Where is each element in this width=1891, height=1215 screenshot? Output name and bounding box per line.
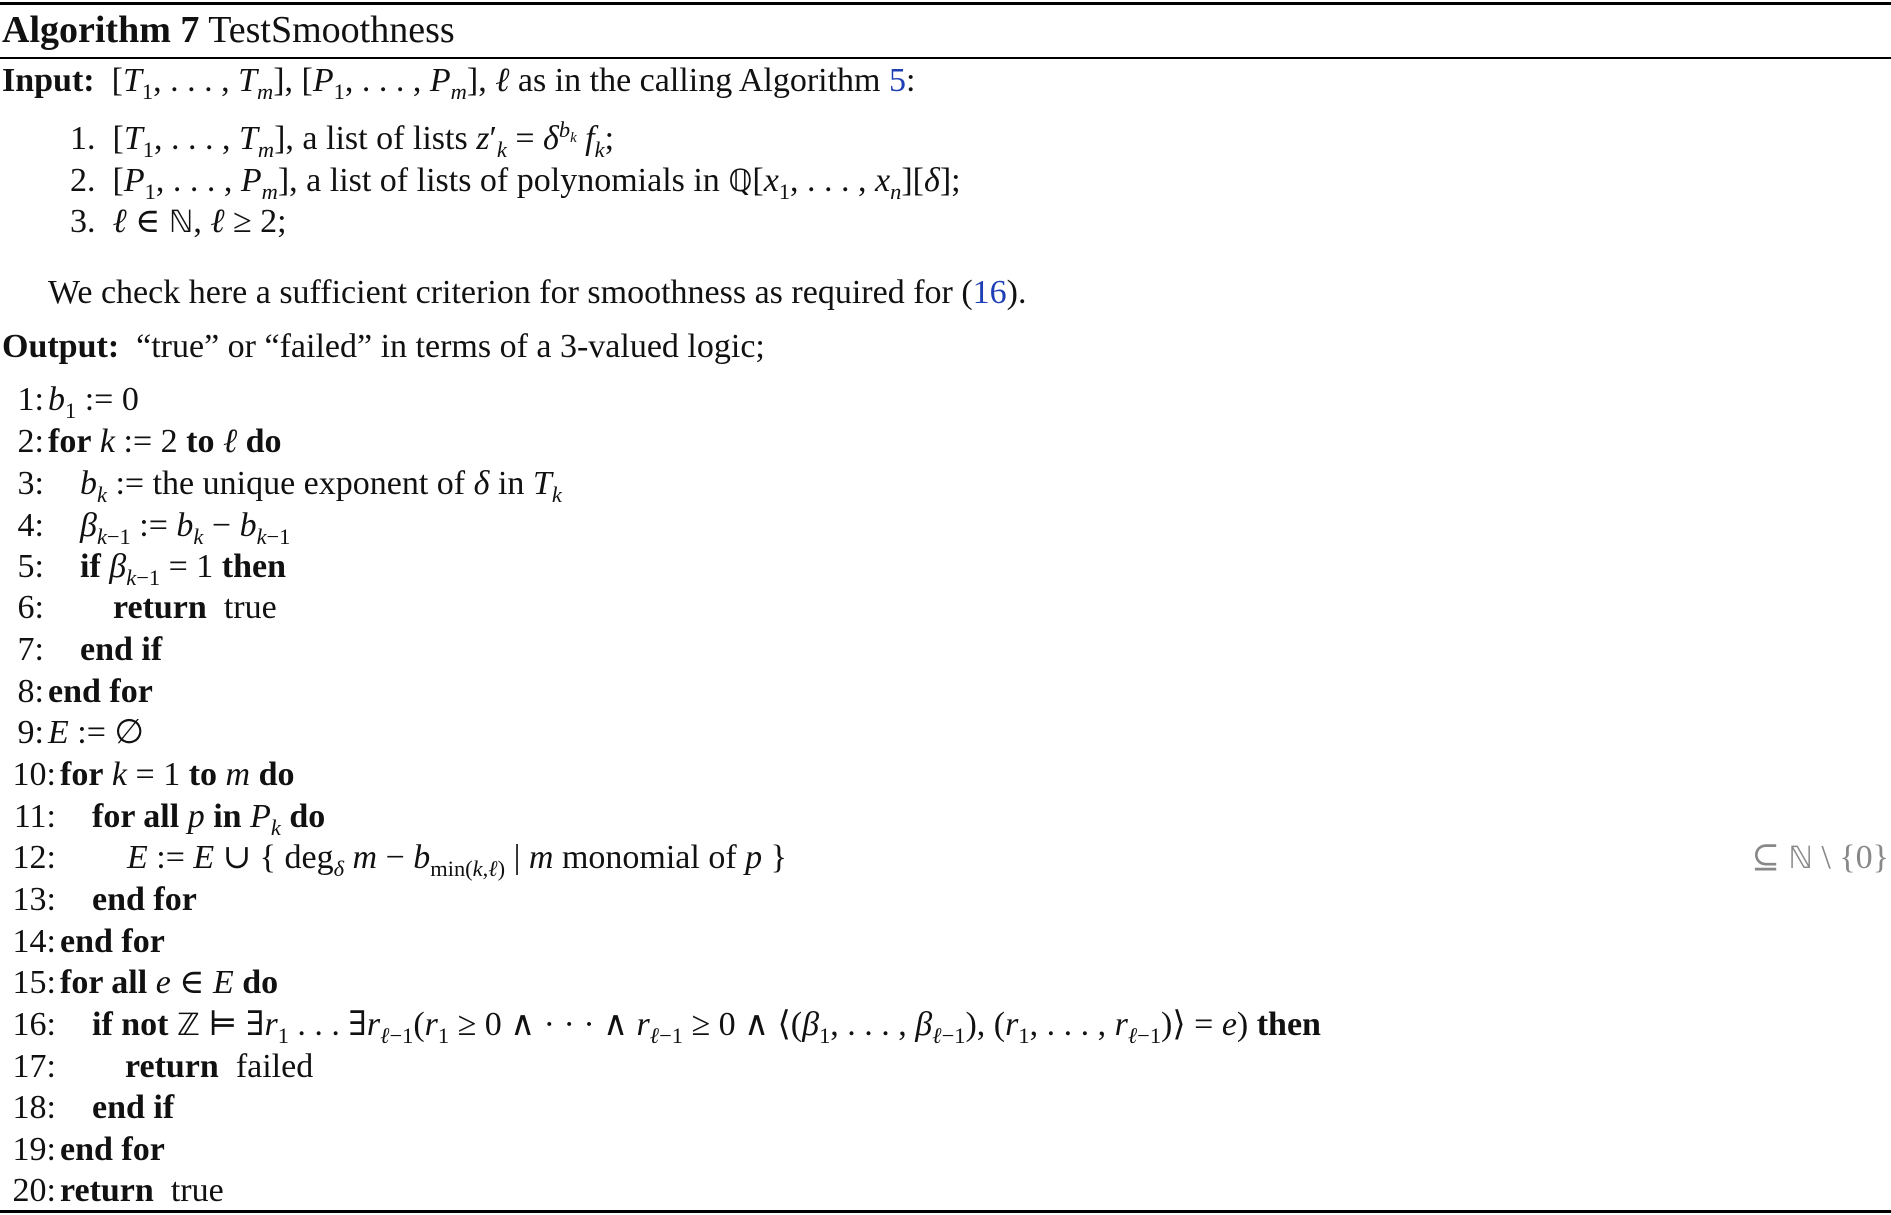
output-line (2, 330, 765, 364)
output-label: Output: (2, 328, 120, 365)
line-12-comment: ⊆ ℕ \ {0} (1751, 839, 1889, 876)
algorithm-name: TestSmoothness (208, 9, 455, 51)
top-rule (0, 2, 1891, 5)
input-item-1: 1. [$T_1$, . . . , $T_m$], a list of lists $z'_k = \delta^{b_k}$ $f_k$; (70, 116, 615, 162)
algorithm-title (2, 8, 455, 52)
input-line: Input: [$T_1$, . . . , $T_m$], [$P_1$, . . . , $P_m$], ℓ as in the calling Algorithm 5: (2, 62, 916, 104)
input-item-3: 3. ℓ ∈ ℕ, ℓ ≥ 2; (70, 203, 287, 240)
input-text: [$T_1$, . . . , $T_m$], [$P_1$, . . . , $P_m$], ℓ as in the calling Algorithm (111, 62, 889, 104)
equation-ref-link[interactable]: 16 (972, 274, 1007, 311)
algorithm-label: Algorithm 7 (2, 9, 200, 51)
title-rule (0, 57, 1891, 59)
input-label: Input: (2, 62, 95, 99)
note-line: We check here a sufficient criterion for smoothness as required for (16). (48, 274, 1027, 311)
bottom-rule (0, 1210, 1891, 1213)
input-item-2: 2. [$P_1$, . . . , $P_m$], a list of lists of polynomials in $ℚ[x_1$, . . . , $x_n][\delta]$; (70, 162, 961, 204)
algorithm-ref-link[interactable]: 5 (889, 62, 906, 99)
output-text: “true” or “failed” in terms of a 3-valued logic; (136, 328, 765, 365)
